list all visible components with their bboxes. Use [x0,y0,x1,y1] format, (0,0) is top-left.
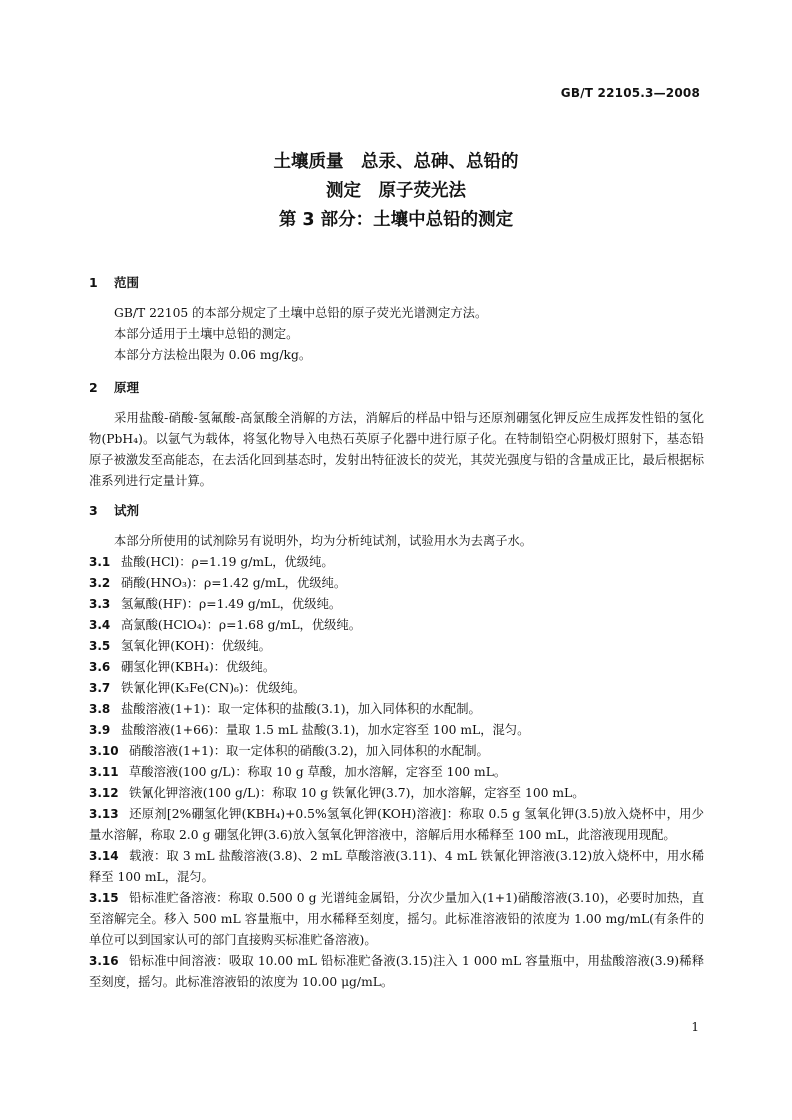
item-number: 3.11 [89,765,119,779]
reagent-item [89,657,704,678]
item-text: 硝酸溶液(1+1)：取一定体积的硝酸(3.2)，加入同体积的水配制。 [129,744,489,758]
item-number: 3.7 [89,681,111,695]
section-title: 试剂 [114,503,140,518]
item-number: 3.4 [89,618,111,632]
item-number: 3.5 [89,639,111,653]
item-text: 还原剂[2%硼氢化钾(KBH₄)+0.5%氢氧化钾(KOH)溶液]：称取 0.5 g 氢氧化钾(3.5)放入烧杯中，用少量水溶解，称取 2.0 g 硼氢化钾(3.6)放入氢氧化钾溶液中，溶解后用水稀释至 100 mL，此溶液现用现配。 [89,807,704,842]
item-number: 3.9 [89,723,111,737]
reagent-item [89,783,704,804]
item-text: 盐酸(HCl)：ρ=1.19 g/mL，优级纯。 [121,555,334,569]
reagent-item [89,699,704,720]
reagent-item [89,951,704,993]
reagents-intro: 本部分所使用的试剂除另有说明外，均为分析纯试剂，试验用水为去离子水。 [114,534,533,548]
item-text: 铅标准中间溶液：吸取 10.00 mL 铅标准贮备液(3.15)注入 1 000 mL 容量瓶中，用盐酸溶液(3.9)稀释至刻度，摇匀。此标准溶液铅的浓度为 10.00 μg/mL。 [89,954,704,989]
page-number: 1 [691,1020,699,1034]
item-text: 氢氟酸(HF)：ρ=1.49 g/mL，优级纯。 [121,597,342,611]
section-heading-reagents [89,501,704,521]
item-number: 3.12 [89,786,119,800]
item-number: 3.10 [89,744,119,758]
reagent-item [89,741,704,762]
item-number: 3.8 [89,702,111,716]
reagent-item [89,678,704,699]
reagent-item [89,762,704,783]
reagent-item [89,888,704,951]
reagent-item [89,615,704,636]
item-number: 3.6 [89,660,111,674]
item-text: 铁氰化钾溶液(100 g/L)：称取 10 g 铁氰化钾(3.7)，加水溶解，定容至 100 mL。 [129,786,585,800]
scope-line: GB/T 22105 的本部分规定了土壤中总铅的原子荧光光谱测定方法。 [114,306,488,320]
title-line-2: 测定 原子荧光法 [326,181,466,201]
item-text: 盐酸溶液(1+66)：量取 1.5 mL 盐酸(3.1)，加水定容至 100 mL，混匀。 [121,723,530,737]
item-number: 3.16 [89,954,119,968]
item-number: 3.1 [89,555,111,569]
scope-line: 本部分方法检出限为 0.06 mg/kg。 [114,348,312,362]
item-text: 铁氰化钾(K₃Fe(CN)₆)：优级纯。 [121,681,306,695]
section-heading-principle [89,378,704,398]
item-text: 草酸溶液(100 g/L)：称取 10 g 草酸，加水溶解，定容至 100 mL。 [129,765,507,779]
reagent-item [89,552,704,573]
item-number: 3.15 [89,891,119,905]
title-line-1: 土壤质量 总汞、总砷、总铅的 [273,152,519,172]
reagent-item [89,594,704,615]
item-text: 硝酸(HNO₃)：ρ=1.42 g/mL，优级纯。 [121,576,347,590]
section-heading-scope [89,273,704,293]
item-number: 3.2 [89,576,111,590]
principle-paragraph: 采用盐酸-硝酸-氢氟酸-高氯酸全消解的方法，消解后的样品中铅与还原剂硼氢化钾反应生成挥发性铅的氢化物(PbH₄)。以氩气为载体，将氢化物导入电热石英原子化器中进行原子化。在特制铅空心阴极灯照射下，基态铅原子被激发至高能态，在去活化回到基态时，发射出特征波长的荧光，其荧光强度与铅的含量成正比，最后根据标准系列进行定量计算。 [89,411,704,488]
standard-code: GB/T 22105.3—2008 [560,86,700,100]
reagent-item [89,573,704,594]
item-number: 3.13 [89,807,119,821]
item-number: 3.3 [89,597,111,611]
title-line-3: 第 3 部分：土壤中总铅的测定 [278,210,514,230]
item-text: 盐酸溶液(1+1)：取一定体积的盐酸(3.1)，加入同体积的水配制。 [121,702,481,716]
section-number: 1 [89,275,98,290]
document-title [0,148,792,235]
section-number: 2 [89,380,98,395]
item-text: 载液：取 3 mL 盐酸溶液(3.8)、2 mL 草酸溶液(3.11)、4 mL 铁氰化钾溶液(3.12)放入烧杯中，用水稀释至 100 mL，混匀。 [89,849,704,884]
section-number: 3 [89,503,98,518]
section-title: 范围 [114,275,140,290]
item-text: 硼氢化钾(KBH₄)：优级纯。 [121,660,276,674]
reagent-item [89,846,704,888]
section-title: 原理 [114,380,140,395]
scope-line: 本部分适用于土壤中总铅的测定。 [114,327,299,341]
item-text: 高氯酸(HClO₄)：ρ=1.68 g/mL，优级纯。 [121,618,362,632]
reagent-item [89,720,704,741]
reagent-item [89,636,704,657]
document-body [89,273,704,993]
item-number: 3.14 [89,849,119,863]
item-text: 氢氧化钾(KOH)：优级纯。 [121,639,271,653]
reagent-item [89,804,704,846]
item-text: 铅标准贮备溶液：称取 0.500 0 g 光谱纯金属铅，分次少量加入(1+1)硝酸溶液(3.10)，必要时加热，直至溶解完全。移入 500 mL 容量瓶中，用水稀释至刻度，摇匀。此标准溶液铅的浓度为 1.00 mg/mL(有条件的单位可以到国家认可的部门直接购买标准贮备溶液)。 [89,891,704,947]
